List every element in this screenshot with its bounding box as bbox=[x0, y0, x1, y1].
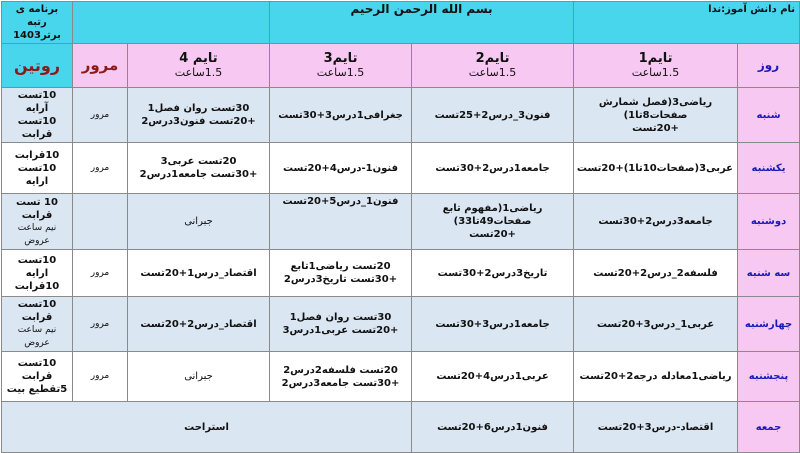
cell-line: فنون1_درس5+20تست bbox=[282, 196, 399, 207]
cell-line: +20تست فنون3درس2 bbox=[141, 116, 256, 127]
day-cell: چهارشنبه bbox=[738, 297, 800, 352]
col-time4-title: تایم 4 bbox=[179, 51, 218, 66]
table-row bbox=[2, 352, 800, 402]
time2-cell bbox=[412, 88, 574, 143]
cell-line: ریاضی1(مفهوم تابع bbox=[442, 203, 543, 214]
review-cell: مرور bbox=[73, 250, 128, 297]
cell-line: 10قرابت bbox=[14, 280, 60, 292]
table-row bbox=[2, 250, 800, 297]
student-name: نام دانش آموز:ندا bbox=[574, 2, 800, 44]
col-time1-header bbox=[574, 44, 738, 88]
col-review-header: مرور bbox=[73, 44, 128, 88]
time2-cell bbox=[412, 352, 574, 402]
time4-cell bbox=[128, 88, 270, 143]
cell-line: جبرانی bbox=[184, 371, 213, 382]
col-time4-sub: 1.5ساعت bbox=[174, 66, 223, 79]
review-cell: مرور bbox=[73, 143, 128, 194]
cell-line: تاریخ3درس2+30تست bbox=[437, 267, 548, 279]
time3-cell bbox=[270, 88, 412, 143]
time2-cell bbox=[412, 143, 574, 194]
routine-cell bbox=[2, 88, 73, 143]
cell-line: +30تست جامعه1درس2 bbox=[139, 169, 258, 180]
col-time2-header bbox=[412, 44, 574, 88]
cell-line: 10تست قرابت bbox=[17, 358, 57, 382]
review-cell: مرور bbox=[73, 88, 128, 143]
cell-line: فلسفه2_درس2+20تست bbox=[593, 267, 718, 279]
col-time2-sub: 1.5ساعت bbox=[468, 66, 517, 79]
col-time1-title: تایم1 bbox=[638, 51, 673, 66]
time4-cell bbox=[128, 352, 270, 402]
cell-line: نیم ساعت عروض bbox=[17, 325, 57, 348]
program-title bbox=[2, 2, 73, 44]
review-cell: مرور bbox=[73, 352, 128, 402]
title-spacer bbox=[73, 2, 270, 44]
routine-cell bbox=[2, 352, 73, 402]
col-routine-header: روتین bbox=[2, 44, 73, 88]
column-header-row bbox=[2, 44, 800, 88]
col-time3-sub: 1.5ساعت bbox=[316, 66, 365, 79]
cell-line: 30تست روان فصل1 bbox=[147, 103, 250, 114]
cell-line: 20تست فلسفه2درس2 bbox=[283, 364, 398, 376]
cell-line: +20تست bbox=[632, 122, 679, 134]
cell-line: +20تست عربی1درس3 bbox=[282, 325, 399, 336]
time2-cell bbox=[412, 194, 574, 250]
col-time4-header bbox=[128, 44, 270, 88]
col-time1-sub: 1.5ساعت bbox=[631, 66, 680, 79]
cell-line: 10 تست قرابت bbox=[16, 196, 58, 221]
cell-line: فنون3_درس2+25تست bbox=[434, 109, 551, 121]
day-cell: سه شنبه bbox=[738, 250, 800, 297]
day-cell: شنبه bbox=[738, 88, 800, 143]
cell-line: نیم ساعت عروض bbox=[17, 222, 57, 246]
col-day-header: روز bbox=[738, 44, 800, 88]
day-cell: دوشنبه bbox=[738, 194, 800, 250]
time1-cell: اقتصاد-درس3+20تست bbox=[574, 402, 738, 453]
table-row bbox=[2, 194, 800, 250]
rest-cell: استراحت bbox=[2, 402, 412, 453]
cell-line: +20تست bbox=[469, 229, 516, 240]
cell-line: عربی1درس4+20تست bbox=[436, 371, 549, 382]
time3-cell bbox=[270, 143, 412, 194]
table-row bbox=[2, 297, 800, 352]
cell-line: ریاضی1معادله درجه2+20تست bbox=[579, 371, 732, 382]
table-row bbox=[2, 143, 800, 194]
day-cell: یکشنبه bbox=[738, 143, 800, 194]
time4-cell bbox=[128, 297, 270, 352]
cell-line: 20تست عربی3 bbox=[160, 156, 237, 167]
time1-cell bbox=[574, 88, 738, 143]
cell-line: جبرانی bbox=[184, 216, 213, 227]
weekly-study-schedule bbox=[1, 1, 800, 453]
cell-line: صفحات49تا33) bbox=[453, 216, 532, 227]
basmala: بسم الله الرحمن الرحيم bbox=[270, 2, 574, 44]
cell-line: اقتصاد_درس2+20تست bbox=[140, 318, 257, 330]
col-time3-header bbox=[270, 44, 412, 88]
routine-cell bbox=[2, 250, 73, 297]
cell-line: جامعه1درس3+30تست bbox=[435, 318, 550, 330]
cell-line: فنون1-درس4+20تست bbox=[282, 162, 399, 174]
cell-line: 20تست ریاضی1تابع bbox=[290, 261, 391, 272]
friday-row bbox=[2, 402, 800, 453]
time3-cell bbox=[270, 250, 412, 297]
cell-line: اقتصاد_درس1+20تست bbox=[140, 267, 257, 279]
time1-cell bbox=[574, 250, 738, 297]
cell-line: 10تست ارایه bbox=[17, 162, 57, 187]
time3-cell bbox=[270, 352, 412, 402]
cell-line: جامعه3درس2+30تست bbox=[598, 216, 713, 227]
time3-cell bbox=[270, 297, 412, 352]
table-row bbox=[2, 88, 800, 143]
review-cell bbox=[73, 194, 128, 250]
time1-cell bbox=[574, 352, 738, 402]
day-cell: پنجشنبه bbox=[738, 352, 800, 402]
routine-cell bbox=[2, 297, 73, 352]
time4-cell bbox=[128, 143, 270, 194]
cell-line: جغرافی1درس3+30تست bbox=[278, 109, 403, 121]
program-title-line-2: برتر1403 bbox=[13, 30, 61, 41]
time4-cell bbox=[128, 194, 270, 250]
routine-cell bbox=[2, 143, 73, 194]
cell-line: 30تست روان فصل1 bbox=[289, 312, 392, 323]
cell-line: +30تست جامعه3درس2 bbox=[281, 377, 400, 389]
cell-line: 10تست قرابت bbox=[17, 116, 57, 140]
time1-cell bbox=[574, 297, 738, 352]
cell-line: جامعه1درس2+30تست bbox=[435, 162, 550, 174]
cell-line: ریاضی3(فصل شمارش صفحات8تا1) bbox=[598, 96, 713, 121]
time2-cell: فنون1درس6+20تست bbox=[412, 402, 574, 453]
time4-cell bbox=[128, 250, 270, 297]
cell-line: 10قرابت bbox=[14, 149, 60, 161]
review-cell: مرور bbox=[73, 297, 128, 352]
routine-cell bbox=[2, 194, 73, 250]
time1-cell bbox=[574, 143, 738, 194]
cell-line: 5تقطیع بیت bbox=[6, 384, 68, 395]
title-row bbox=[2, 2, 800, 44]
time3-cell bbox=[270, 194, 412, 250]
cell-line: 10تست آرایه bbox=[17, 90, 57, 114]
cell-line: 10تست قرابت bbox=[17, 299, 57, 323]
program-title-line-1: برنامه ی رتبه bbox=[15, 4, 59, 28]
col-time2-title: تایم2 bbox=[475, 51, 510, 66]
col-time3-title: تایم3 bbox=[323, 51, 358, 66]
time2-cell bbox=[412, 297, 574, 352]
cell-line: عربی1_درس3+20تست bbox=[596, 318, 715, 330]
day-cell: جمعه bbox=[738, 402, 800, 453]
cell-line: 10تست ارایه bbox=[17, 254, 57, 279]
time2-cell bbox=[412, 250, 574, 297]
time1-cell bbox=[574, 194, 738, 250]
cell-line: +30تست تاریخ3درس2 bbox=[283, 274, 398, 285]
cell-line: عربی3(صفحات10تا1)+20تست bbox=[576, 162, 734, 174]
